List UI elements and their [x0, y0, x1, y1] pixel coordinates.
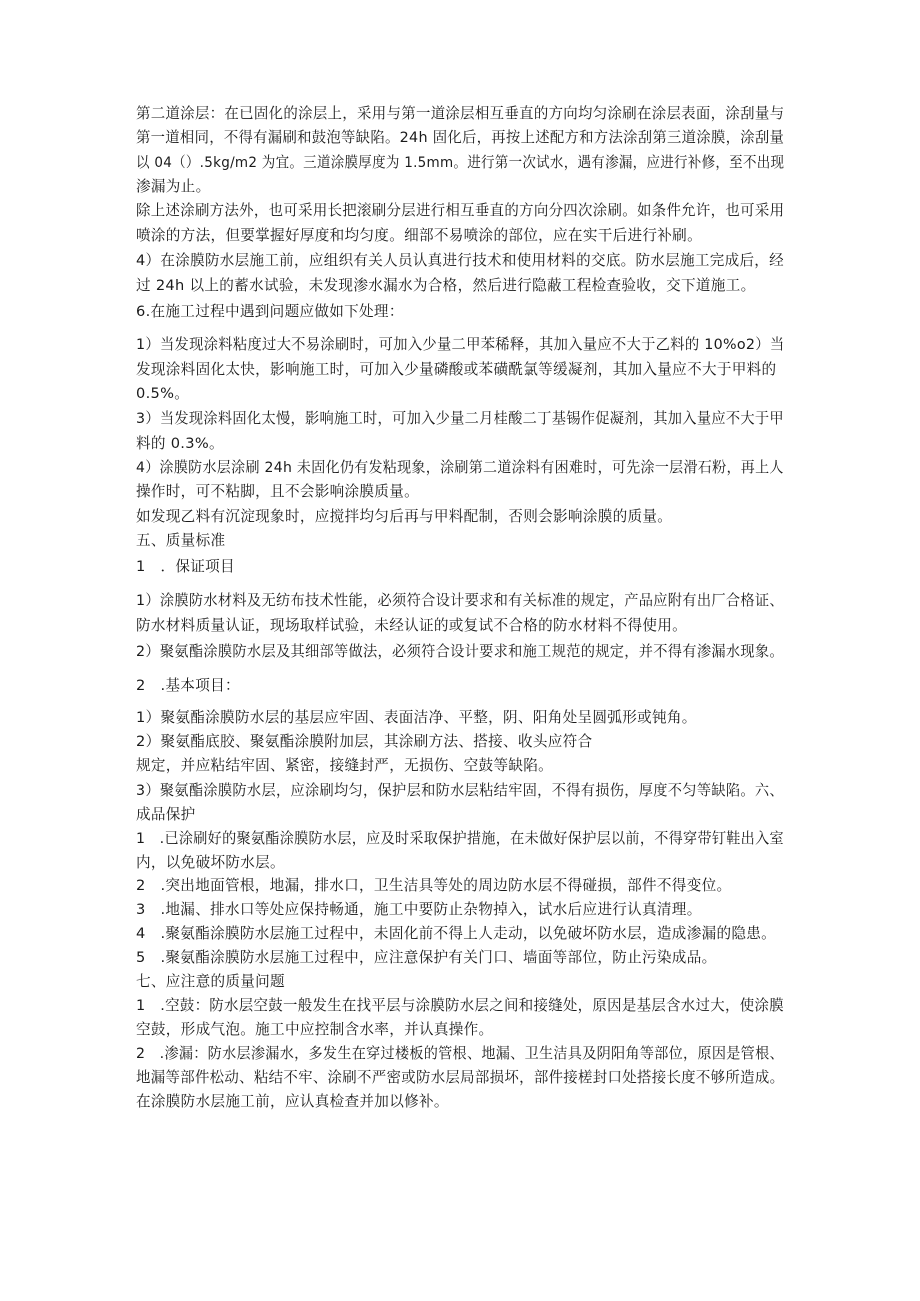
text-line: 4）涂膜防水层涂刷 24h 未固化仍有发粘现象，涂刷第二道涂料有困难时，可先涂一层滑石粉，再上人 [136, 459, 784, 476]
text-line: 3）聚氨酯涂膜防水层，应涂刷均匀，保护层和防水层粘结牢固，不得有损伤，厚度不匀等缺陷。六、 [136, 782, 784, 799]
text-line: 在涂膜防水层施工前，应认真检查并加以修补。 [136, 1093, 449, 1110]
text-line: 空鼓，形成气泡。施工中应控制含水率，并认真操作。 [136, 1021, 494, 1038]
text-line: 4 .聚氨酯涂膜防水层施工过程中，未固化前不得上人走动，以免破坏防水层，造成渗漏的隐患。 [136, 925, 777, 942]
text-line: 2）聚氨酯底胶、聚氨酯涂膜附加层，其涂刷方法、搭接、收头应符合 [136, 733, 593, 750]
text-line: 5 .聚氨酯涂膜防水层施工过程中，应注意保护有关门口、墙面等部位，防止污染成品。 [136, 949, 717, 966]
text-line: 1 ．保证项目 [136, 558, 235, 575]
text-line: 地漏等部件松动、粘结不牢、涂刷不严密或防水层局部损坏，部件接槎封口处搭接长度不够所造成。 [136, 1069, 785, 1086]
text-line: 2 .突出地面管根，地漏，排水口，卫生洁具等处的周边防水层不得碰损，部件不得变位。 [136, 877, 732, 894]
text-line: 七、应注意的质量问题 [136, 973, 285, 990]
text-line: 2 .基本项目： [136, 677, 240, 694]
text-line: 成品保护 [136, 806, 196, 823]
text-line: 2）聚氨酯涂膜防水层及其细部等做法，必须符合设计要求和施工规范的规定，并不得有渗漏水现象。 [136, 643, 784, 660]
text-line: 喷涂的方法，但要掌握好厚度和均匀度。细部不易喷涂的部位，应在实干后进行补刷。 [136, 227, 702, 244]
text-line: 操作时，可不粘脚，且不会影响涂膜质量。 [136, 483, 419, 500]
text-line: 第二道涂层：在已固化的涂层上，采用与第一道涂层相互垂直的方向均匀涂刷在涂层表面，涂刮量与 [136, 105, 785, 122]
text-line: 0.5%。 [136, 385, 190, 402]
text-line: 内，以免破坏防水层。 [136, 854, 285, 871]
text-line: 2 .渗漏：防水层渗漏水，多发生在穿过楼板的管根、地漏、卫生洁具及阴阳角等部位，原因是管根、 [136, 1045, 784, 1062]
text-line: 1）聚氨酯涂膜防水层的基层应牢固、表面洁净、平整，阴、阳角处呈圆弧形或钝角。 [136, 709, 697, 726]
text-line: 4）在涂膜防水层施工前，应组织有关人员认真进行技术和使用材料的交底。防水层施工完成后，经 [136, 252, 785, 269]
text-line: 1）涂膜防水材料及无纺布技术性能，必须符合设计要求和有关标准的规定，产品应附有出厂合格证、 [136, 592, 784, 609]
text-line: 如发现乙料有沉淀现象时，应搅拌均匀后再与甲料配制，否则会影响涂膜的质量。 [136, 508, 673, 525]
text-line: 3）当发现涂料固化太慢，影响施工时，可加入少量二月桂酸二丁基锡作促凝剂，其加入量应不大于甲 [136, 410, 784, 427]
text-line: 发现涂料固化太快，影响施工时，可加入少量磷酸或苯磺酰氯等缓凝剂，其加入量应不大于甲料的 [136, 361, 777, 378]
text-line: 1 .已涂刷好的聚氨酯涂膜防水层，应及时采取保护措施，在未做好保护层以前，不得穿带钉鞋出入室 [136, 830, 784, 847]
text-line: 防水材料质量认证，现场取样试验，未经认证的或复试不合格的防水材料不得使用。 [136, 617, 688, 634]
text-line: 渗漏为止。 [136, 178, 211, 195]
text-line: 除上述涂刷方法外，也可采用长把滚刷分层进行相互垂直的方向分四次涂刷。如条件允许，也可采用 [136, 202, 785, 219]
text-line: 6.在施工过程中遇到问题应做如下处理： [136, 303, 404, 320]
text-line: 料的 0.3%。 [136, 435, 224, 452]
text-line: 1 .空鼓：防水层空鼓一般发生在找平层与涂膜防水层之间和接缝处，原因是基层含水过大，使涂膜 [136, 997, 784, 1014]
text-line: 3 .地漏、排水口等处应保持畅通，施工中要防止杂物掉入，试水后应进行认真清理。 [136, 901, 702, 918]
text-line: 过 24h 以上的蓄水试验，未发现渗水漏水为合格，然后进行隐蔽工程检查验收，交下道施工。 [136, 277, 756, 294]
text-line: 规定，并应粘结牢固、紧密，接缝封严，无损伤、空鼓等缺陷。 [136, 757, 554, 774]
text-line: 第一道相同，不得有漏刷和鼓泡等缺陷。24h 固化后，再按上述配方和方法涂刮第三道涂膜，涂刮量 [136, 129, 785, 146]
text-line: 1）当发现涂料粘度过大不易涂刷时，可加入少量二甲苯稀释，其加入量应不大于乙料的 10%o2）当 [136, 336, 785, 353]
text-line: 五、质量标准 [136, 532, 226, 549]
text-line: 以 04（）.5kg/m2 为宜。三道涂膜厚度为 1.5mm。进行第一次试水，遇有渗漏，应进行补修，至不出现 [136, 154, 785, 171]
